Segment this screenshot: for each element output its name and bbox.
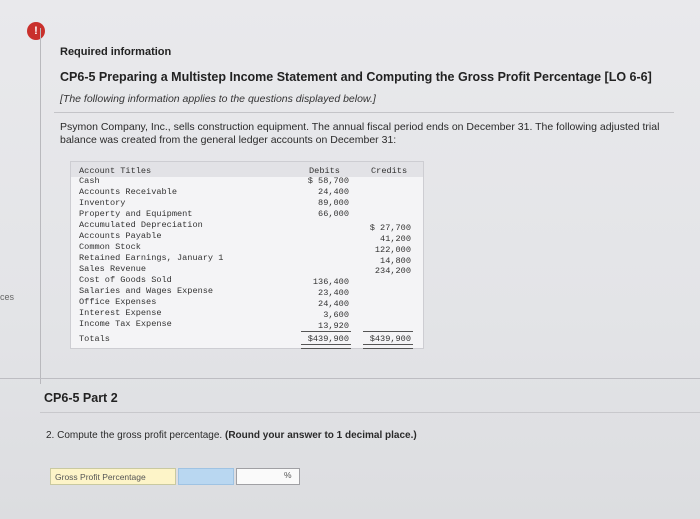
credit-sales-revenue: 234,200 [374,266,411,276]
problem-title: CP6-5 Preparing a Multistep Income Statement and Computing the Gross Profit Percentage [LO 6-6] [60,70,652,84]
account-income-tax-expense: Income Tax Expense [79,319,172,329]
account-accumulated-depreciation: Accumulated Depreciation [79,220,203,230]
header-account-titles: Account Titles [79,166,152,176]
answer-row [50,468,292,487]
divider [40,412,700,413]
debit-total: $439,900 [307,334,349,344]
question-prefix: 2. Compute the gross profit percentage. [46,430,223,441]
debit-double-underline [301,344,351,349]
trial-balance-table [70,161,424,349]
header-credits: Credits [371,166,408,176]
debit-salaries-wages: 23,400 [318,288,349,298]
credit-accumulated-depreciation: $ 27,700 [369,223,411,233]
required-information-label: Required information [60,46,172,58]
header-debits: Debits [309,166,340,176]
account-totals: Totals [79,334,110,344]
debit-cost-of-goods-sold: 136,400 [312,277,349,287]
debit-interest-expense: 3,600 [323,310,349,320]
account-cost-of-goods-sold: Cost of Goods Sold [79,275,172,285]
side-fragment-text: ces [0,292,15,302]
account-salaries-wages: Salaries and Wages Expense [79,286,214,296]
debit-inventory: 89,000 [318,198,349,208]
account-property-equipment: Property and Equipment [79,209,193,219]
credit-accounts-payable: 41,200 [380,234,411,244]
account-inventory: Inventory [79,198,126,208]
problem-note: [The following information applies to the questions displayed below.] [60,93,376,105]
account-interest-expense: Interest Expense [79,308,162,318]
debit-accounts-receivable: 24,400 [318,187,349,197]
question-instruction: (Round your answer to 1 decimal place.) [225,430,417,441]
divider [54,112,674,113]
account-accounts-receivable: Accounts Receivable [79,187,177,197]
credit-total: $439,900 [369,334,411,344]
credit-underline [363,331,413,332]
percent-unit: % [284,470,292,480]
debit-office-expenses: 24,400 [318,299,349,309]
account-office-expenses: Office Expenses [79,297,157,307]
debit-property-equipment: 66,000 [318,209,349,219]
problem-intro: Psymon Company, Inc., sells construction equipment. The annual fiscal period ends on December 31. The following adjusted trial balance was created from the general ledger accounts on December 31: [60,121,660,146]
account-cash: Cash [79,176,100,186]
answer-label: Gross Profit Percentage [50,468,176,485]
part-title: CP6-5 Part 2 [44,391,118,405]
debit-cash: $ 58,700 [307,176,349,186]
account-retained-earnings: Retained Earnings, January 1 [79,253,224,263]
left-divider [40,28,41,384]
credit-common-stock: 122,000 [374,245,411,255]
debit-income-tax-expense: 13,920 [318,321,349,331]
divider [0,378,700,379]
credit-retained-earnings: 14,800 [380,256,411,266]
debit-underline [301,331,351,332]
answer-highlight [178,468,234,485]
alert-icon: ! [27,22,45,40]
credit-double-underline [363,344,413,349]
question-text [46,430,417,441]
account-sales-revenue: Sales Revenue [79,264,147,274]
account-accounts-payable: Accounts Payable [79,231,162,241]
account-common-stock: Common Stock [79,242,141,252]
